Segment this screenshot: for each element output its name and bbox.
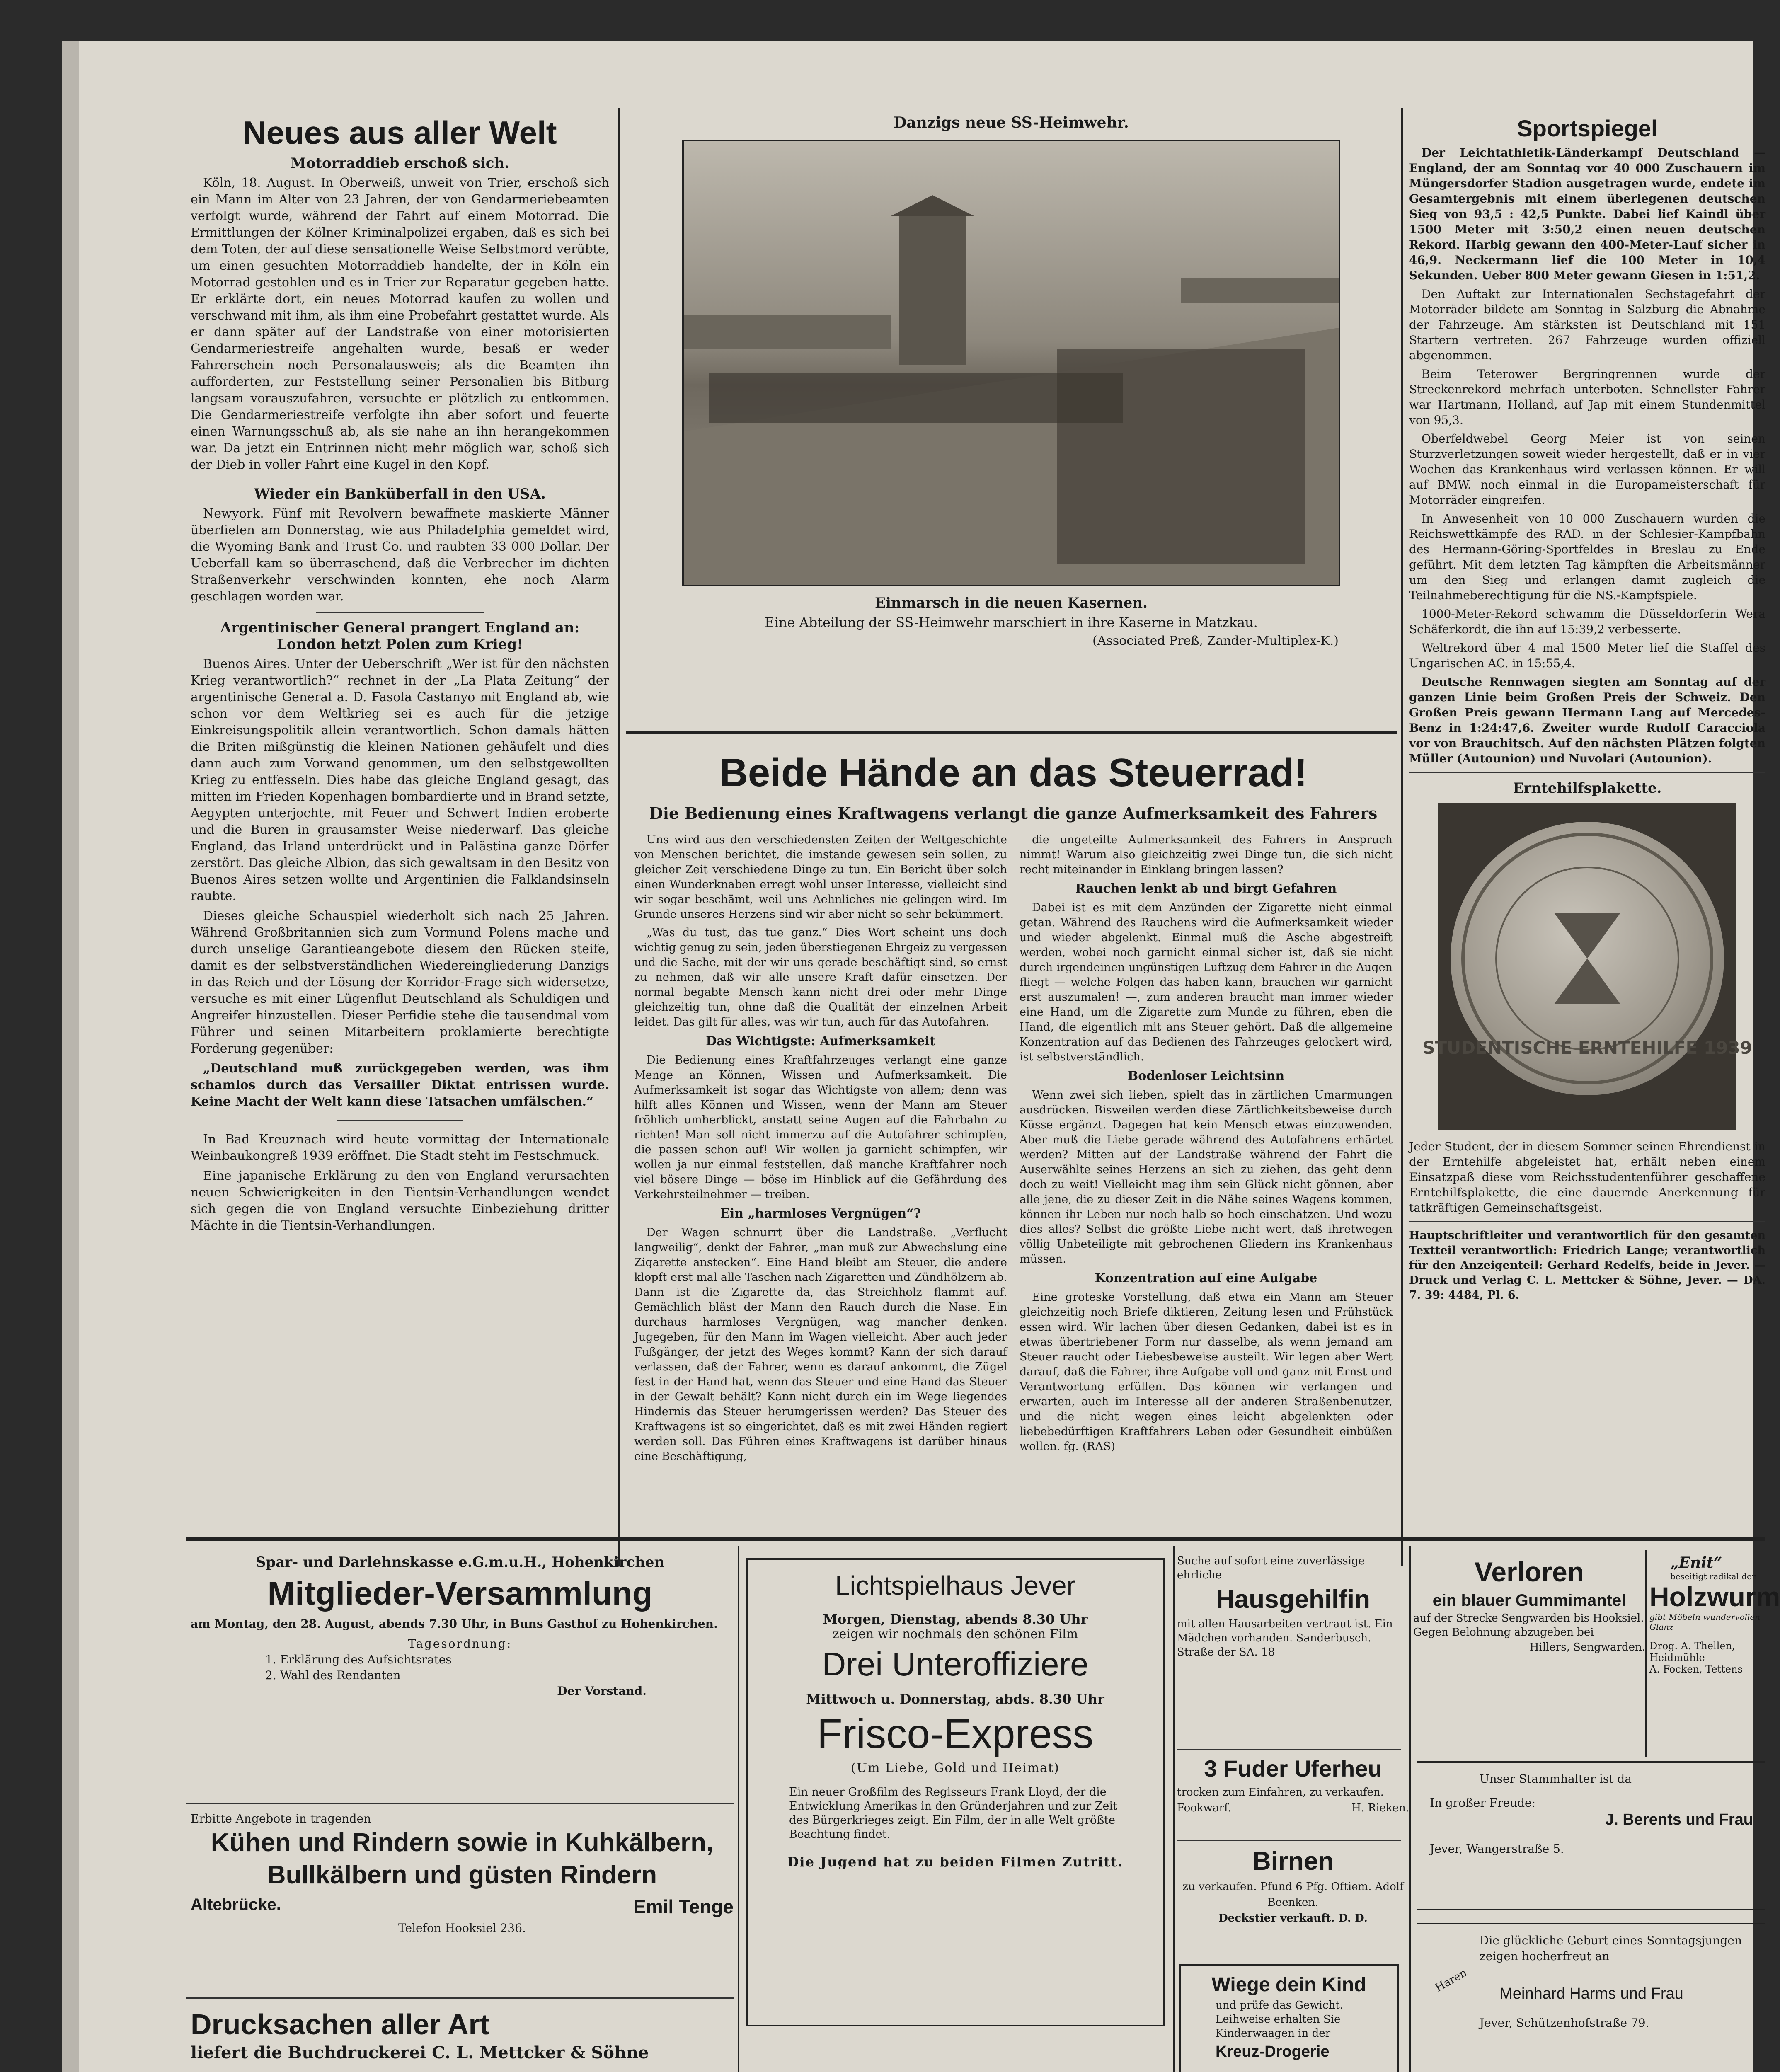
ad-text: Jever, Schützenhofstraße 79.	[1480, 2016, 1649, 2030]
ad-kuehe	[191, 1811, 734, 1989]
paragraph: Deutsche Rennwagen siegten am Sonntag auf der ganzen Linie beim Großen Preis der Schweiz. Den Großen Preis gewann Hermann Lang auf Mercedes-Benz in 1:24:47,6. Zweiter wurde Rudolf Caracciola vor von Brauchitsch. Auf den nächsten Plätzen folgten Müller (Autounion) und Nuvolari (Autounion).	[1409, 675, 1765, 765]
plakette-image	[1422, 803, 1752, 1130]
ad-text: Erbitte Angebote in tragenden	[191, 1812, 371, 1825]
center-article	[634, 746, 1393, 1467]
article-section-head: Ein „harmloses Vergnügen“?	[720, 1206, 921, 1221]
ad-text: Unser Stammhalter ist da	[1480, 1772, 1632, 1786]
paragraph: Dieses gleiche Schauspiel wiederholt sich nach 25 Jahren. Während Großbritannien sich zum Vormund Polens mache und durch unselige Garantieangebote diesem den Rücken steife, damit es der selbstverständlichen Wiedereingliederung Danzigs in das Reich und der Lösung der Korridor-Frage sich widersetze, versuche es mit einer Lügenflut Deutschland als Schuldigen und Angreifer hinzustellen. Dieser Perfidie stehe die tausendmal vom Führer und seinen Mitarbeitern proklamierte berechtigte Forderung gegenüber:	[191, 909, 609, 1056]
ad-text: Die Jugend hat zu beiden Filmen Zutritt.	[787, 1854, 1124, 1870]
article-section-head: Bodenloser Leichtsinn	[1127, 1069, 1285, 1083]
newspaper-page	[62, 41, 1780, 2072]
article-column	[634, 833, 1007, 1467]
plakette-text: Jeder Student, der in diesem Sommer seinen Ehrendienst in der Erntehilfe abgeleistet hat, erhält neben einem Einsatzpaß diese vom Reichsstudentenführer geschaffene Erntehilfsplakette, die eine dauernde Anerkennung für tatkräftigen Gemeinschaftsgeist.	[1409, 1140, 1765, 1215]
divider	[186, 1803, 734, 1804]
article-body	[191, 175, 609, 473]
paragraph: In Anwesenheit von 10 000 Zuschauern wurden die Reichswettkämpfe des RAD. in der Schlesier-Kampfbahn des Hermann-Göring-Sportfeldes in Breslau zu Ende geführt. Mit dem letzten Tag kämpften die Arbeitsmänner um den Sieg und erlangen damit zugleich die Teilnahmeberechtigung für die NS.-Kampfspiele.	[1409, 512, 1765, 602]
ad-title: Kühen und Rindern sowie in Kuhkälbern, Bullkälbern und güsten Rindern	[211, 1828, 714, 1889]
section-title: Sportspiegel	[1517, 115, 1658, 141]
paragraph: Eine japanische Erklärung zu den von England verursachten neuen Schwierigkeiten in den Tientsin-Verhandlungen wendet sich gegen die von England versuchte Einbeziehung dritter Mächte in die Tientsin-Verhandlungen.	[191, 1169, 609, 1233]
ad-text: zu verkaufen. Pfund 6 Pfg. Oftiem. Adolf Beenken.	[1182, 1881, 1404, 1909]
article-body	[191, 506, 609, 605]
column-rule	[618, 108, 620, 1566]
medal-emblem	[1422, 822, 1752, 1095]
ad-title: Mitglieder-Versammlung	[267, 1575, 653, 1612]
divider	[1177, 1840, 1401, 1841]
ad-text: auf der Strecke Sengwarden bis Hooksiel. Gegen Belohnung abzugeben bei	[1413, 1612, 1644, 1639]
ad-hausgehilfin	[1177, 1554, 1409, 1757]
ad-title: Lichtspielhaus Jever	[835, 1571, 1075, 1600]
divider	[1177, 1749, 1401, 1750]
ad-text: 2. Wahl des Rendanten	[265, 1668, 401, 1682]
ad-name: Meinhard Harms und Frau	[1499, 1985, 1683, 2002]
quote: „Deutschland muß zurückgegeben werden, was ihm schamlos durch das Versailler Diktat entrissen wurde. Keine Macht der Welt kann diese Tatsachen umfälschen.“	[191, 1061, 609, 1109]
ad-tagline: beseitigt radikal den	[1670, 1571, 1757, 1581]
ad-kino	[746, 1558, 1165, 2026]
ad-druck	[191, 2006, 734, 2072]
ad-verloren	[1413, 1554, 1645, 1732]
paragraph: Uns wird aus den verschiedensten Zeiten der Weltgeschichte von Menschen berichtet, die imstande gewesen sein sollen, zu gleicher Zeit verschiedene Dinge zu tun. Ein Bericht über solch einen Wunderknaben erregt wohl unser Interesse, vielleicht sind wir sogar beschämt, weil uns Aehnliches nie gelingen wird. Im Grunde unseres Herzens sind wir aber nicht so sehr bekümmert.	[634, 833, 1007, 921]
column-rule	[1401, 108, 1403, 1566]
divider	[186, 1997, 734, 1999]
ads-top-rule	[186, 1537, 1765, 1541]
ad-spar	[182, 1550, 738, 1798]
column-rule	[1645, 1550, 1647, 1757]
photo-caption: Eine Abteilung der SS-Heimwehr marschiert in ihre Kaserne in Matzkau.	[765, 615, 1258, 630]
divider	[316, 612, 484, 613]
ad-footer	[1177, 1800, 1409, 1816]
photo-caption: Einmarsch in die neuen Kasernen.	[875, 595, 1148, 611]
ad-title: Wiege dein Kind	[1211, 1974, 1366, 1996]
paragraph: Den Auftakt zur Internationalen Sechstagefahrt der Motorräder bildete am Sonntag in Salzburg die Abnahme der Fahrzeuge. Am stärksten ist Deutschland mit 151 Startern vertreten. 267 Fahrzeuge wurden offiziell abgenommen.	[1409, 287, 1765, 362]
paragraph: Weltrekord über 4 mal 1500 Meter lief die Staffel des Ungarischen AC. in 15:55,4.	[1409, 641, 1765, 670]
section-title: Neues aus aller Welt	[243, 114, 557, 151]
divider	[1409, 772, 1765, 773]
photo-illustration	[684, 141, 1339, 585]
ad-name: H. Rieken.	[1351, 1802, 1409, 1814]
ad-title: Hausgehilfin	[1216, 1585, 1371, 1614]
ad-text: und prüfe das Gewicht. Leihweise erhalten Sie Kinderwaagen in der	[1216, 1999, 1343, 2040]
ad-signature: Der Vorstand.	[557, 1684, 647, 1698]
ad-footer	[191, 1895, 734, 1918]
paragraph: In Bad Kreuznach wird heute vormittag der Internationale Weinbaukongreß 1939 eröffnet. Die Stadt steht im Festschmuck.	[191, 1132, 609, 1163]
article-body	[191, 656, 609, 1110]
paragraph: Eine groteske Vorstellung, daß etwa ein Mann am Steuer gleichzeitig noch Briefe diktieren, Zeitung lesen und Frühstück essen wird. Wir lachen über diesen Gedanken, dabei ist es in etwas übertriebener Form nur dasselbe, als wenn jemand am Steuer raucht oder Liebesbeweise austeilt. Wir legen aber Wert darauf, daß die Fahrer, ihre Aufgabe voll und ganz mit Ernst und Verantwortung erfüllen. Das können wir verlangen und erwarten, auch im Interesse all der anderen Straßenbenutzer, und die nicht wegen eines leicht abgelenkten oder liebebedürftigen Kraftfahrers Leben oder Gesundheit einbüßen wollen. fg. (RAS)	[1020, 1291, 1393, 1453]
ad-text: am Montag, den 28. August, abends 7.30 Uhr, in Buns Gasthof zu Hohenkirchen.	[191, 1617, 718, 1631]
film-title: Drei Unteroffiziere	[822, 1646, 1089, 1682]
article-headline: Argentinischer General prangert England an: London hetzt Polen zum Krieg!	[220, 620, 580, 653]
ad-text: In großer Freude:	[1430, 1796, 1536, 1810]
ad-title: Birnen	[1252, 1847, 1334, 1876]
ad-stammhalter	[1417, 1761, 1765, 1910]
ad-birnen	[1177, 1844, 1409, 1927]
paragraph: Dabei ist es mit dem Anzünden der Zigarette nicht einmal getan. Während des Rauchens wird die Aufmerksamkeit wieder und wieder abgelenkt. Einmal muß die Asche abgestreift werden, wobei noch garnicht einmal sicher ist, daß sie nicht durch irgendeinen ungünstigen Luftzug dem Fahrer in die Augen fliegt — welche Folgen das haben kann, brauchen wir garnicht erst auszumalen! —, zum anderen braucht man immer wieder eine Hand, um die Zigarette zum Munde zu führen, eben die Hand, die eigentlich mit ans Steuer gehört. Daß die allgemeine Konzentration auf das Bedienen des Fahrzeuges gelockert wird, ist selbstverständlich.	[1020, 901, 1393, 1063]
paragraph: Der Wagen schnurrt über die Landstraße. „Verflucht langweilig“, denkt der Fahrer, „man muß zur Abwechslung eine Zigarette anstecken“. Eine Hand bleibt am Steuer, die andere klopft erst mal alle Taschen nach Zigaretten und Zündhölzern ab. Dann ist die Zigarette da, das Streichholz flammt auf. Gemächlich bläst der Mann den Rauch durch die Nase. Ein durchaus harmloses Vergnügen, wag mancher denken. Jugegeben, für den Mann im Wagen vielleicht. Aber auch jeder Fußgänger, der jetzt des Weges kommt? Kann der sich darauf verlassen, daß der Fahrer, wenn es darauf ankommt, die Zügel fest in der Hand hat, wenn das Steuer und eine Hand das Steuer in der Gewalt behält? Kann nicht durch ein im Wege liegendes Hindernis das Steuer herumgerissen werden? Das Steuer des Kraftwagens ist so eingerichtet, daß es mit zwei Händen regiert werden soll. Das Führen eines Kraftwagens ist darüber hinaus eine Beschäftigung,	[634, 1226, 1007, 1463]
ad-title: Holzwurm	[1649, 1581, 1780, 1612]
ad-enit-2	[1649, 1554, 1780, 1736]
photo-block	[626, 114, 1397, 648]
ad-text: Tagesordnung:	[408, 1637, 512, 1651]
ad-text: Telefon Hooksiel 236.	[398, 1921, 526, 1935]
paragraph: „Was du tust, das tue ganz.“ Dies Wort scheint uns doch wichtig genug zu sein, jeden überstiegenen Ehrgeiz zu vergessen und die Sache, mit der wir uns gerade beschäftigt sind, so ernst zu nehmen, daß wir alle unsere Kraft dafür einsetzen. Der normal begabte Mensch kann nicht drei oder mehr Dinge gleichzeitig tun, ohne daß die Qualität der einzelnen Arbeit leidet. Das gilt für alles, was wir tun, auch für das Autofahren.	[634, 926, 1007, 1029]
photo-title: Danzigs neue SS-Heimwehr.	[894, 114, 1129, 131]
article-body	[1409, 145, 1765, 766]
ad-text: trocken zum Einfahren, zu verkaufen.	[1177, 1786, 1384, 1798]
ad-text: (Um Liebe, Gold und Heimat)	[851, 1761, 1060, 1775]
ad-line: Spar- und Darlehnskasse e.G.m.u.H., Hohenkirchen	[255, 1554, 665, 1571]
film-title: Frisco-Express	[817, 1711, 1094, 1757]
ad-name: Emil Tenge	[633, 1896, 734, 1917]
ad-shop: Drog. A. Thellen, Heidmühle	[1649, 1640, 1735, 1663]
left-column	[191, 112, 609, 1237]
ad-wiege	[1179, 1964, 1399, 2072]
section-rule	[626, 731, 1397, 734]
column-rule	[1173, 1546, 1175, 2072]
ad-name: J. Berents und Frau	[1605, 1811, 1753, 1828]
ad-title: Verloren	[1474, 1556, 1584, 1587]
article-column	[1020, 833, 1393, 1467]
ad-shop: A. Focken, Tettens	[1649, 1663, 1743, 1675]
medal-icon	[1422, 822, 1752, 1095]
article-section-head: Das Wichtigste: Aufmerksamkeit	[706, 1034, 935, 1048]
article-headline: Motorraddieb erschoß sich.	[290, 155, 510, 172]
ad-fuder	[1177, 1753, 1409, 1836]
ad-text: liefert die Buchdruckerei C. L. Mettcker & Söhne	[191, 2043, 649, 2062]
column-rule	[738, 1546, 739, 2072]
paragraph: 1000-Meter-Rekord schwamm die Düsseldorferin Wera Schäferkordt, die ihn auf 15:39,2 verbesserte.	[1409, 607, 1765, 636]
plakette-title: Erntehilfsplakette.	[1513, 780, 1662, 796]
article-section-head: Rauchen lenkt ab und birgt Gefahren	[1075, 881, 1337, 896]
article-headline: Wieder ein Banküberfall in den USA.	[254, 486, 546, 502]
ad-claim: gibt Möbeln wundervollen Glanz	[1649, 1612, 1761, 1632]
paragraph: Wenn zwei sich lieben, spielt das in zärtlichen Umarmungen ausdrücken. Bisweilen werden diese Zärtlichkeitsbeweise durch Küsse ergänzt. Dagegen hat kein Mensch etwas einzuwenden. Aber muß die Liebe gerade während des Autofahrens erhärtet werden? Mitten auf der Landstraße während der Fahrt die Auserwählte seines Herzens an sich zu ziehen, das geht denn doch zu weit! Vielleicht mag ihm sein Glück nicht gönnen, aber alle jene, die zu dieser Zeit in die Nähe seines Wagens kommen, können ihr Leben nur noch halb so hoch einschätzen. Und wozu dies alles? Selbst die größte Liebe nicht wert, daß ihretwegen völlig Unbeteiligte mit gebrochenen Gliedern ins Krankenhaus müssen.	[1020, 1089, 1393, 1266]
ad-geburt	[1417, 1923, 1765, 2072]
ad-text: Suche auf sofort eine zuverlässige ehrliche	[1177, 1555, 1365, 1581]
article-subheadline: Die Bedienung eines Kraftwagens verlangt die ganze Aufmerksamkeit des Fahrers	[649, 804, 1378, 823]
divider	[1409, 1221, 1765, 1222]
article-section-head: Konzentration auf eine Aufgabe	[1095, 1271, 1317, 1285]
ad-text: 1. Erklärung des Aufsichtsrates	[265, 1653, 452, 1666]
article-body	[191, 1131, 609, 1234]
article-headline: Beide Hände an das Steuerrad!	[719, 750, 1308, 795]
ad-text: Mittwoch u. Donnerstag, abds. 8.30 Uhr	[806, 1691, 1104, 1707]
medal-inscription: STUDENTISCHE ERNTEHILFE 1939	[1422, 1038, 1752, 1058]
column-rule	[1409, 1546, 1411, 2072]
right-column	[1409, 112, 1765, 1303]
divider	[337, 1120, 463, 1121]
ad-text: zeigen wir nochmals den schönen Film	[832, 1627, 1078, 1641]
paragraph: Die Bedienung eines Kraftfahrzeuges verlangt eine ganze Menge an Können, Wissen und Aufmerksamkeit. Die Aufmerksamkeit ist sogar das Wichtigste von allem; denn was hilft alles Können und Wissen, wenn der Mann am Steuer fröhlich umherblickt, anstatt seine Augen auf die Fahrbahn zu richten! Man soll nicht immerzu auf die Autofahrer schimpfen, die passen schon auf! Wir wollen ja garnicht schimpfen, wir wollen ja nur einmal feststellen, daß manche Kraftfahrer noch viel bösere Dinge — böse im Hinblick auf die Gefährdung des Verkehrsteilnehmer — treiben.	[634, 1054, 1007, 1201]
ad-title: Drucksachen aller Art	[191, 2008, 490, 2041]
ad-text: Die glückliche Geburt eines Sonntagsjungen zeigen hocherfreut an	[1480, 1934, 1742, 1963]
paragraph: Newyork. Fünf mit Revolvern bewaffnete maskierte Männer überfielen am Donnerstag, wie aus Philadelphia gemeldet wird, die Wyoming Bank and Trust Co. und raubten 33 000 Dollar. Der Ueberfall kam so überraschend, daß die Verbrecher im dichten Straßenverkehr verschwinden konnten, ehe noch Alarm geschlagen worden war.	[191, 506, 609, 604]
impressum: Hauptschriftleiter und verantwortlich für den gesamten Textteil verantwortlich: Friedrich Lange; verantwortlich für den Anzeigenteil: Gerhard Redelfs, beide in Jever. — Druck und Verlag C. L. Mettcker & Söhne, Jever. — DA. 7. 39: 4484, Pl. 6.	[1409, 1229, 1765, 1302]
ad-text: Deckstier verkauft. D. D.	[1218, 1912, 1368, 1924]
ad-text: Morgen, Dienstag, abends 8.30 Uhr	[823, 1611, 1088, 1627]
article-columns	[634, 833, 1393, 1467]
photo-soldiers-marching	[682, 140, 1340, 586]
ad-side-label: Haren	[1433, 1966, 1469, 1995]
ad-name: Hillers, Sengwarden.	[1529, 1641, 1645, 1653]
ad-text: Jever, Wangerstraße 5.	[1430, 1842, 1564, 1856]
paragraph: die ungeteilte Aufmerksamkeit des Fahrers in Anspruch nimmt! Warum also gleichzeitig zwei Dinge tun, die sich nicht recht miteinander in Einklang bringen lassen?	[1020, 833, 1393, 876]
photo-credit: (Associated Preß, Zander-Multiplex-K.)	[1092, 634, 1339, 648]
paragraph: Buenos Aires. Unter der Ueberschrift „Wer ist für den nächsten Krieg verantwortlich?“ rechnet in der „La Plata Zeitung“ der argentinische General a. D. Fasola Castanyo mit England ab, wie schon vor dem Weltkrieg sei es auch für die jetzige Einkreisungspolitik allein verantwortlich. Schon damals hätten die Briten mißgünstig die kleinen Nationen gehäufelt und dies dann auch zum Vorwand genommen, um den selbstgewollten Krieg zu entfesseln. Dies habe das gleiche England gesagt, das mitten im Frieden Kopenhagen bombardierte und in Brand setzte, Aegypten unterjochte, mit Feuer und Schwert Indien eroberte und die Buren in grausamster Weise niederwarf. Das gleiche England, das Irland unterdrückt und in Palästina ganze Dörfer zerstört. Das gleiche Albion, das sich gewaltsam in den Besitz von Buenos Aires setzen wollte und Argentinien die Falklandsinseln raubte.	[191, 657, 609, 903]
ad-text: Ein neuer Großfilm des Regisseurs Frank Lloyd, der die Entwicklung Amerikas in den Gründerjahren und zur Zeit des Bürgerkrieges zeigt. Ein Film, der in alle Welt größte Beachtung findet.	[789, 1786, 1117, 1841]
ad-place: Altebrücke.	[191, 1895, 281, 1914]
paragraph: Oberfeldwebel Georg Meier ist von seinen Sturzverletzungen soweit wieder hergestellt, daß er in vier Wochen das Krankenhaus wird verlassen können. Er will auf BMW. noch einmal in die Europameisterschaft für Motorräder eingreifen.	[1409, 432, 1765, 507]
ad-place: Fookwarf.	[1177, 1802, 1231, 1814]
paragraph: Beim Teterower Bergringrennen wurde der Streckenrekord mehrfach unterboten. Schnellster Fahrer war Hartmann, Holland, auf Jap mit einem Stundenmittel von 95,3.	[1409, 367, 1765, 427]
ad-text: mit allen Hausarbeiten vertraut ist. Ein Mädchen vorhanden. Sanderbusch. Straße der SA. 18	[1177, 1618, 1393, 1658]
ad-brand: „Enit“	[1670, 1554, 1722, 1571]
paragraph: Köln, 18. August. In Oberweiß, unweit von Trier, erschoß sich ein Mann im Alter von 23 Jahren, der von Gendarmeriebeamten verfolgt wurde, während der Fahrt auf einem Motorrad. Die Ermittlungen der Kölner Kriminalpolizei ergaben, daß es sich bei dem Toten, der auf diese sensationelle Weise Selbstmord verübte, um einen gesuchten Motorraddieb handelte, der in Köln ein Motorrad gestohlen und es in Trier zur Reparatur gegeben hatte. Er erklärte dort, ein neues Motorrad kaufen zu wollen und verschwand mit ihm, als ihm eine Probefahrt gestattet wurde. Als er dann später auf der Landstraße von einer motorisierten Gendarmeriestreife angehalten wurde, besaß er weder Fahrerschein noch Personalausweis; als die Beamten ihn aufforderten, zur Feststellung seiner Personalien bis Bitburg langsam vorauszufahren, versuchte er plötzlich zu entkommen. Die Gendarmeriestreife verfolgte ihn aber sofort und feuerte einen Warnungsschuß ab, als sie nahe an ihn herangekommen war. Da jetzt ein Entrinnen nicht mehr möglich war, schoß sich der Dieb in voller Fahrt eine Kugel in den Kopf.	[191, 176, 609, 472]
ad-shop: Kreuz-Drogerie	[1216, 2043, 1330, 2060]
ad-title: 3 Fuder Uferheu	[1204, 1755, 1382, 1782]
ad-subtitle: ein blauer Gummimantel	[1432, 1591, 1626, 1610]
paragraph: Der Leichtathletik-Länderkampf Deutschland — England, der am Sonntag vor 40 000 Zuschauern im Müngersdorfer Stadion ausgetragen wurde, endete im Gesamtergebnis mit einem überlegenen deutschen Sieg von 93,5 : 42,5 Punkte. Dabei lief Kaindl über 1500 Meter mit 3:50,2 einen neuen deutschen Rekord. Harbig gewann den 400-Meter-Lauf sicher in 46,9. Neckermann lief die 100 Meter in 10,4 Sekunden. Ueber 800 Meter gewann Giesen in 1:51,2.	[1409, 146, 1765, 282]
